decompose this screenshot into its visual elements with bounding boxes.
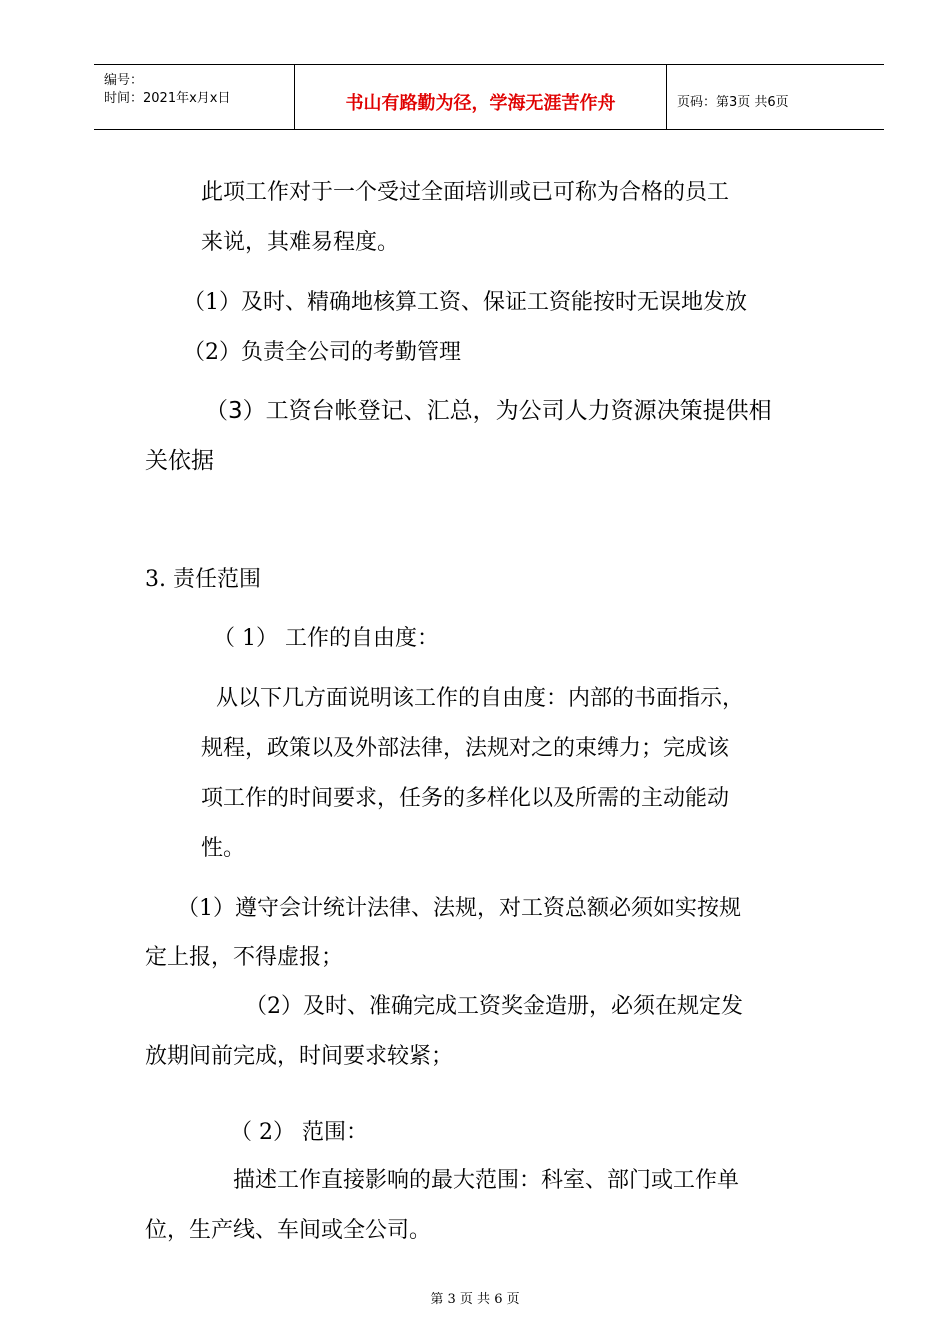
- body-line: 从以下几方面说明该工作的自由度：内部的书面指示，: [216, 686, 745, 711]
- header-page-cell: [667, 65, 884, 129]
- body-line: 项工作的时间要求，任务的多样化以及所需的主动能动: [201, 786, 730, 811]
- subsection-heading: （ 2） 范围：: [230, 1120, 368, 1145]
- list-item-continuation: 放期间前完成，时间要求较紧；: [145, 1044, 454, 1069]
- body-line: 性。: [201, 836, 246, 861]
- header-motto-cell: [295, 65, 667, 129]
- body-line: 此项工作对于一个受过全面培训或已可称为合格的员工: [201, 180, 730, 205]
- body-line: 描述工作直接影响的最大范围：科室、部门或工作单: [233, 1168, 740, 1193]
- subsection-heading: （ 1） 工作的自由度：: [213, 626, 439, 651]
- page-header: [94, 64, 884, 130]
- page-footer: 第 3 页 共 6 页: [430, 1292, 520, 1307]
- list-item: （2）负责全公司的考勤管理: [183, 340, 461, 365]
- section-heading: 3. 责任范围: [145, 567, 261, 592]
- list-item-continuation: 关依据: [145, 448, 214, 474]
- document-time-label: 时间：2021年x月x日: [104, 91, 231, 106]
- body-line: 来说，其难易程度。: [201, 230, 400, 255]
- header-motto: 书山有路勤为径，学海无涯苦作舟: [345, 93, 616, 114]
- list-item: （1）遵守会计统计法律、法规，对工资总额必须如实按规: [177, 896, 741, 921]
- body-line: 位，生产线、车间或全公司。: [145, 1218, 432, 1243]
- header-info-cell: [94, 65, 295, 129]
- header-page-info: 页码：第3页 共6页: [677, 95, 789, 110]
- list-item: （3）工资台帐登记、汇总，为公司人力资源决策提供相: [205, 398, 772, 424]
- list-item: （2）及时、准确完成工资奖金造册，必须在规定发: [245, 994, 743, 1019]
- list-item-continuation: 定上报，不得虚报；: [145, 945, 344, 970]
- list-item: （1）及时、精确地核算工资、保证工资能按时无误地发放: [183, 290, 747, 315]
- document-number-label: 编号：: [104, 73, 144, 88]
- body-line: 规程，政策以及外部法律，法规对之的束缚力；完成该: [201, 736, 730, 761]
